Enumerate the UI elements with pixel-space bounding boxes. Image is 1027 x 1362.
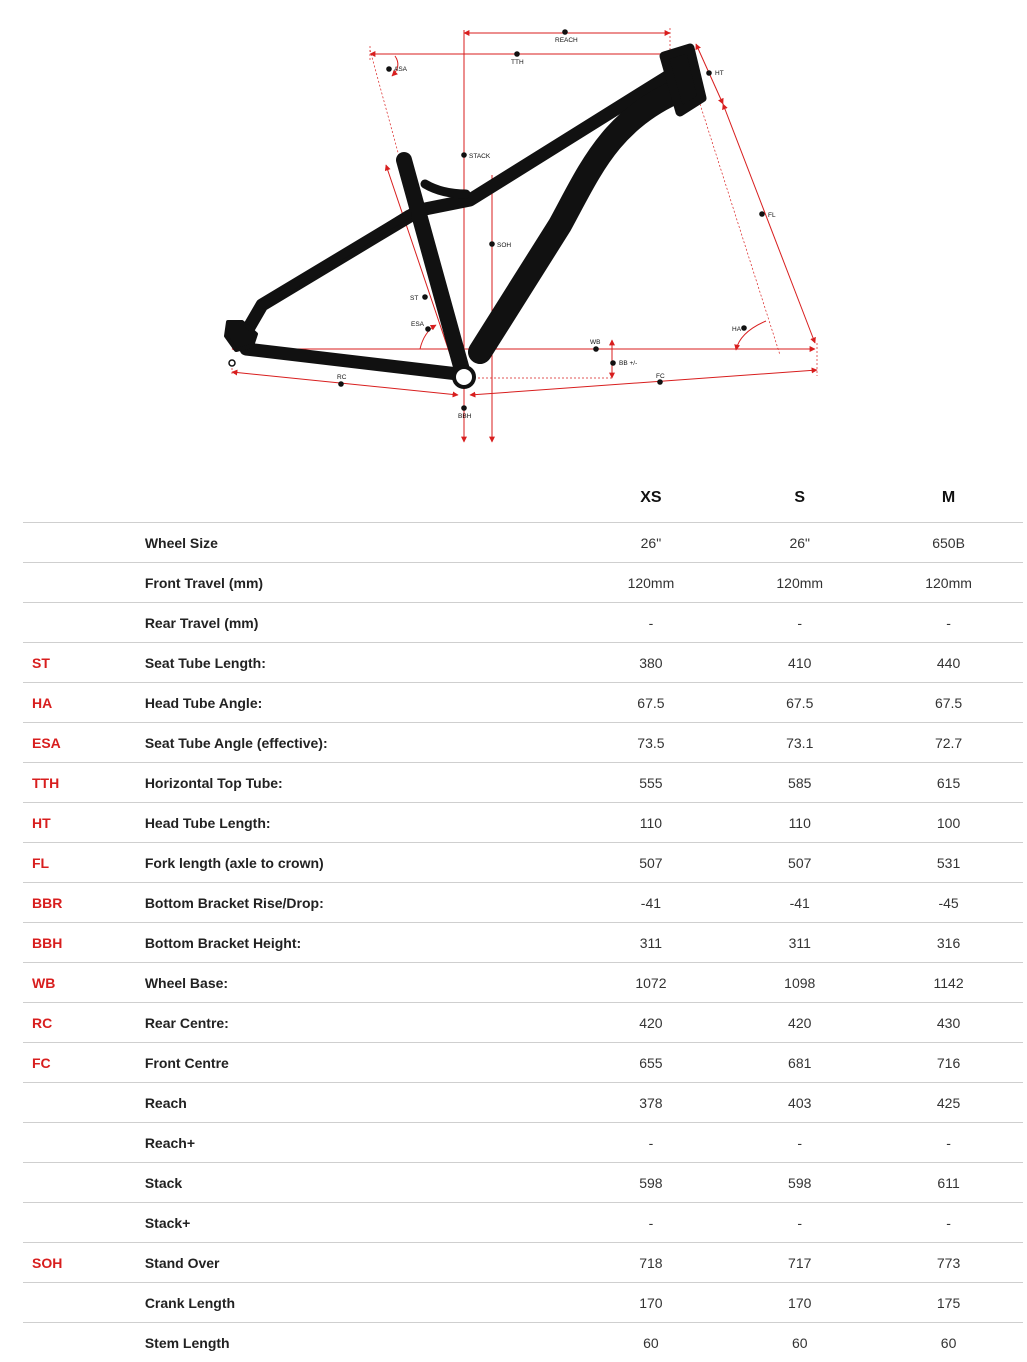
row-value: - [725,1203,874,1243]
row-label: Seat Tube Angle (effective): [145,723,577,763]
label-stack: STACK [469,153,491,160]
row-label: Front Travel (mm) [145,563,577,603]
rear-dropout-icon [229,360,235,366]
bottom-bracket-shell [454,367,474,387]
row-value: 615 [874,763,1023,803]
row-abbreviation: HT [23,803,145,843]
row-value: 120mm [725,563,874,603]
row-value: 681 [725,1043,874,1083]
geometry-diagram [0,0,1027,460]
row-abbreviation [23,1323,145,1362]
row-value: 555 [577,763,726,803]
construction-lines [232,28,817,378]
row-value: 773 [874,1243,1023,1283]
row-label: Head Tube Angle: [145,683,577,723]
row-label: Wheel Base: [145,963,577,1003]
row-value: - [874,1123,1023,1163]
row-value: 311 [577,923,726,963]
row-value: 26" [577,523,726,563]
row-label: Fork length (axle to crown) [145,843,577,883]
label-wb: WB [590,339,600,346]
row-value: 67.5 [577,683,726,723]
row-value: 110 [577,803,726,843]
row-value: - [577,1123,726,1163]
table-row [23,1163,1023,1203]
row-value: 67.5 [874,683,1023,723]
row-value: 170 [725,1283,874,1323]
row-value: 440 [874,643,1023,683]
row-value: -41 [577,883,726,923]
table-row [23,1203,1023,1243]
geometry-table [23,474,1023,1362]
geometry-table-body [23,523,1023,1362]
table-row [23,1243,1023,1283]
row-label: Front Centre [145,1043,577,1083]
row-label: Horizontal Top Tube: [145,763,577,803]
label-fl: FL [768,212,776,219]
row-label: Head Tube Length: [145,803,577,843]
label-tth: TTH [511,59,524,66]
row-value: 311 [725,923,874,963]
row-value: 60 [725,1323,874,1362]
row-abbreviation: HA [23,683,145,723]
row-label: Crank Length [145,1283,577,1323]
row-value: 716 [874,1043,1023,1083]
row-abbreviation [23,523,145,563]
row-value: 72.7 [874,723,1023,763]
row-value: - [874,603,1023,643]
row-abbreviation: RC [23,1003,145,1043]
row-value: - [577,1203,726,1243]
row-label: Reach+ [145,1123,577,1163]
label-fc: FC [656,373,665,380]
row-value: -41 [725,883,874,923]
row-value: 655 [577,1043,726,1083]
table-row [23,1323,1023,1362]
label-st: ST [410,295,418,302]
row-value: 378 [577,1083,726,1123]
row-value: 110 [725,803,874,843]
table-row [23,1043,1023,1083]
row-abbreviation [23,1203,145,1243]
label-bbh: BBH [458,413,472,420]
row-abbreviation: ESA [23,723,145,763]
label-asa: ASA [394,66,408,73]
row-value: 717 [725,1243,874,1283]
label-esa: ESA [411,321,425,328]
row-value: - [725,1123,874,1163]
table-row [23,683,1023,723]
row-label: Wheel Size [145,523,577,563]
row-label: Reach [145,1083,577,1123]
row-value: 120mm [577,563,726,603]
row-value: 60 [874,1323,1023,1362]
table-row [23,843,1023,883]
row-abbreviation [23,1123,145,1163]
row-value: 718 [577,1243,726,1283]
row-value: 507 [725,843,874,883]
size-header-row [23,474,1023,523]
dimension-lines [232,30,817,442]
row-value: -45 [874,883,1023,923]
row-abbreviation: BBR [23,883,145,923]
table-row [23,1123,1023,1163]
table-row [23,643,1023,683]
row-value: 73.1 [725,723,874,763]
table-row [23,923,1023,963]
row-value: 380 [577,643,726,683]
row-value: 1072 [577,963,726,1003]
row-label: Bottom Bracket Height: [145,923,577,963]
label-bb: BB +/- [619,360,637,367]
label-soh: SOH [497,242,511,249]
row-value: 611 [874,1163,1023,1203]
row-value: 67.5 [725,683,874,723]
row-abbreviation: WB [23,963,145,1003]
table-row [23,803,1023,843]
table-row [23,723,1023,763]
row-value: 120mm [874,563,1023,603]
row-label: Stand Over [145,1243,577,1283]
row-value: 100 [874,803,1023,843]
row-value: 598 [577,1163,726,1203]
row-value: 1098 [725,963,874,1003]
row-abbreviation [23,563,145,603]
row-label: Stack+ [145,1203,577,1243]
row-value: 1142 [874,963,1023,1003]
row-value: 531 [874,843,1023,883]
table-row [23,963,1023,1003]
row-value: 430 [874,1003,1023,1043]
size-header: XS [577,474,726,523]
row-abbreviation [23,1283,145,1323]
row-value: 175 [874,1283,1023,1323]
row-abbreviation: BBH [23,923,145,963]
row-value: 420 [577,1003,726,1043]
row-value: 73.5 [577,723,726,763]
table-row [23,763,1023,803]
table-row [23,523,1023,563]
row-label: Stem Length [145,1323,577,1362]
label-rc: RC [337,374,347,381]
row-abbreviation: FC [23,1043,145,1083]
size-header: S [725,474,874,523]
table-row [23,883,1023,923]
table-row [23,563,1023,603]
row-label: Stack [145,1163,577,1203]
row-value: - [577,603,726,643]
row-value: - [874,1203,1023,1243]
row-abbreviation [23,603,145,643]
header-spacer [23,474,145,523]
row-abbreviation: ST [23,643,145,683]
label-ht: HT [715,70,724,77]
row-value: 507 [577,843,726,883]
row-abbreviation [23,1083,145,1123]
row-value: 316 [874,923,1023,963]
row-label: Rear Travel (mm) [145,603,577,643]
row-value: 650B [874,523,1023,563]
row-value: 60 [577,1323,726,1362]
table-row [23,1003,1023,1043]
row-value: - [725,603,874,643]
table-row [23,1283,1023,1323]
row-value: 420 [725,1003,874,1043]
row-value: 170 [577,1283,726,1323]
row-label: Rear Centre: [145,1003,577,1043]
row-label: Bottom Bracket Rise/Drop: [145,883,577,923]
size-header: M [874,474,1023,523]
row-value: 425 [874,1083,1023,1123]
row-value: 403 [725,1083,874,1123]
row-value: 410 [725,643,874,683]
label-ha: HA [732,326,742,333]
row-value: 598 [725,1163,874,1203]
table-row [23,1083,1023,1123]
table-row [23,603,1023,643]
row-abbreviation: SOH [23,1243,145,1283]
row-value: 585 [725,763,874,803]
row-abbreviation: TTH [23,763,145,803]
row-label: Seat Tube Length: [145,643,577,683]
row-abbreviation [23,1163,145,1203]
label-reach: REACH [555,37,578,44]
header-spacer [145,474,577,523]
row-abbreviation: FL [23,843,145,883]
row-value: 26" [725,523,874,563]
